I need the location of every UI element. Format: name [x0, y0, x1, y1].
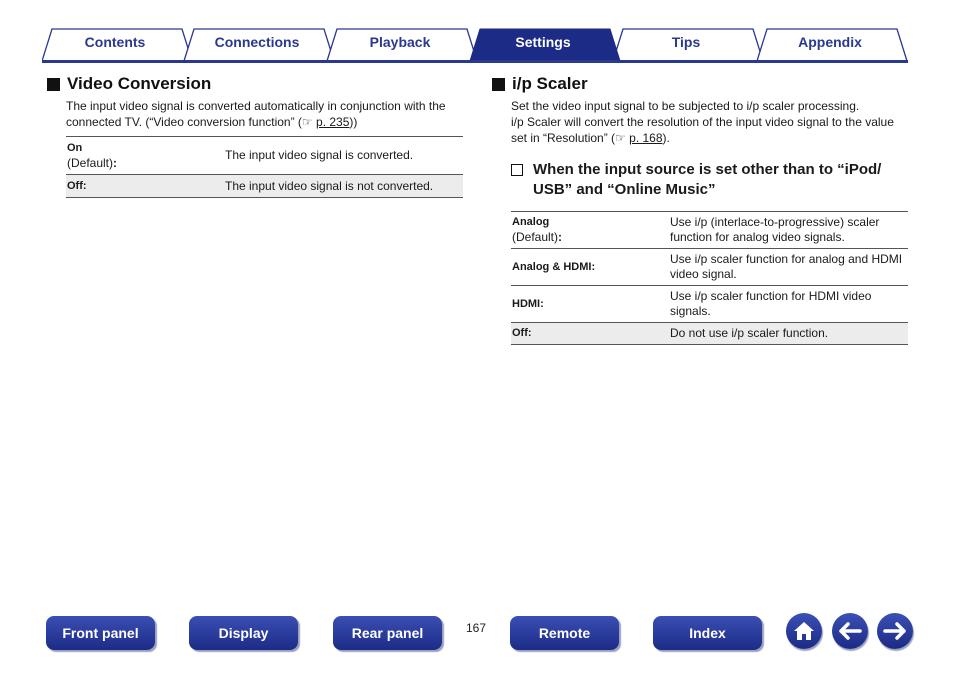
- table-row: Off: Do not use i/p scaler function.: [511, 323, 908, 345]
- section-title-text: i/p Scaler: [512, 74, 588, 93]
- square-bullet-icon: [47, 78, 60, 91]
- remote-button[interactable]: Remote: [510, 616, 619, 650]
- back-button[interactable]: [832, 613, 868, 649]
- tab-underline: [42, 60, 908, 63]
- forward-button[interactable]: [877, 613, 913, 649]
- ip-scaler-table: [511, 211, 908, 345]
- checkbox-bullet-icon: [511, 164, 523, 176]
- section-title-text: Video Conversion: [67, 74, 212, 93]
- tab-bar: [42, 27, 908, 63]
- section-title: [47, 72, 464, 96]
- subheading: When the input source is set other than to “iPod/ USB” and “Online Music”: [511, 160, 908, 200]
- arrow-right-icon: [882, 621, 908, 641]
- square-bullet-icon: [492, 78, 505, 91]
- pointing-hand-icon: ☞: [615, 131, 626, 145]
- video-conversion-table: [66, 136, 463, 198]
- table-row: Analog & HDMI: Use i/p scaler function for analog and HDMI video signal.: [511, 249, 908, 286]
- page-reference-link[interactable]: p. 235: [316, 115, 350, 129]
- ip-scaler-section: [492, 72, 908, 345]
- tab-playback[interactable]: Playback: [369, 34, 431, 50]
- front-panel-button[interactable]: Front panel: [46, 616, 155, 650]
- table-row: Analog (Default): Use i/p (interlace-to-progressive) scaler function for analog video signals.: [511, 212, 908, 249]
- page-number: 167: [466, 621, 487, 635]
- index-button[interactable]: Index: [653, 616, 762, 650]
- rear-panel-button[interactable]: Rear panel: [333, 616, 442, 650]
- page-reference-link[interactable]: p. 168: [629, 131, 663, 145]
- tab-tips[interactable]: Tips: [671, 34, 701, 50]
- table-row: On (Default): The input video signal is converted.: [66, 137, 463, 175]
- display-button[interactable]: Display: [189, 616, 298, 650]
- pointing-hand-icon: ☞: [301, 115, 313, 129]
- tab-settings[interactable]: Settings: [515, 34, 571, 50]
- table-row: HDMI: Use i/p scaler function for HDMI video signals.: [511, 286, 908, 323]
- arrow-left-icon: [837, 621, 863, 641]
- table-row: Off: The input video signal is not converted.: [66, 175, 463, 198]
- tab-appendix[interactable]: Appendix: [798, 34, 862, 50]
- tab-connections[interactable]: Connections: [214, 34, 300, 50]
- video-conversion-section: [47, 72, 464, 198]
- section-description: Set the video input signal to be subjected to i/p scaler processing. i/p Scaler will convert the resolution of the input video signal to the value set in “Resolution” (☞ p. 168).: [511, 99, 894, 145]
- home-icon: [792, 619, 816, 643]
- home-button[interactable]: [786, 613, 822, 649]
- tab-contents[interactable]: Contents: [84, 34, 146, 50]
- section-title: [492, 72, 908, 96]
- section-description: The input video signal is converted automatically in conjunction with the connected TV. (“Video conversion function” (☞ p. 235)): [66, 99, 446, 129]
